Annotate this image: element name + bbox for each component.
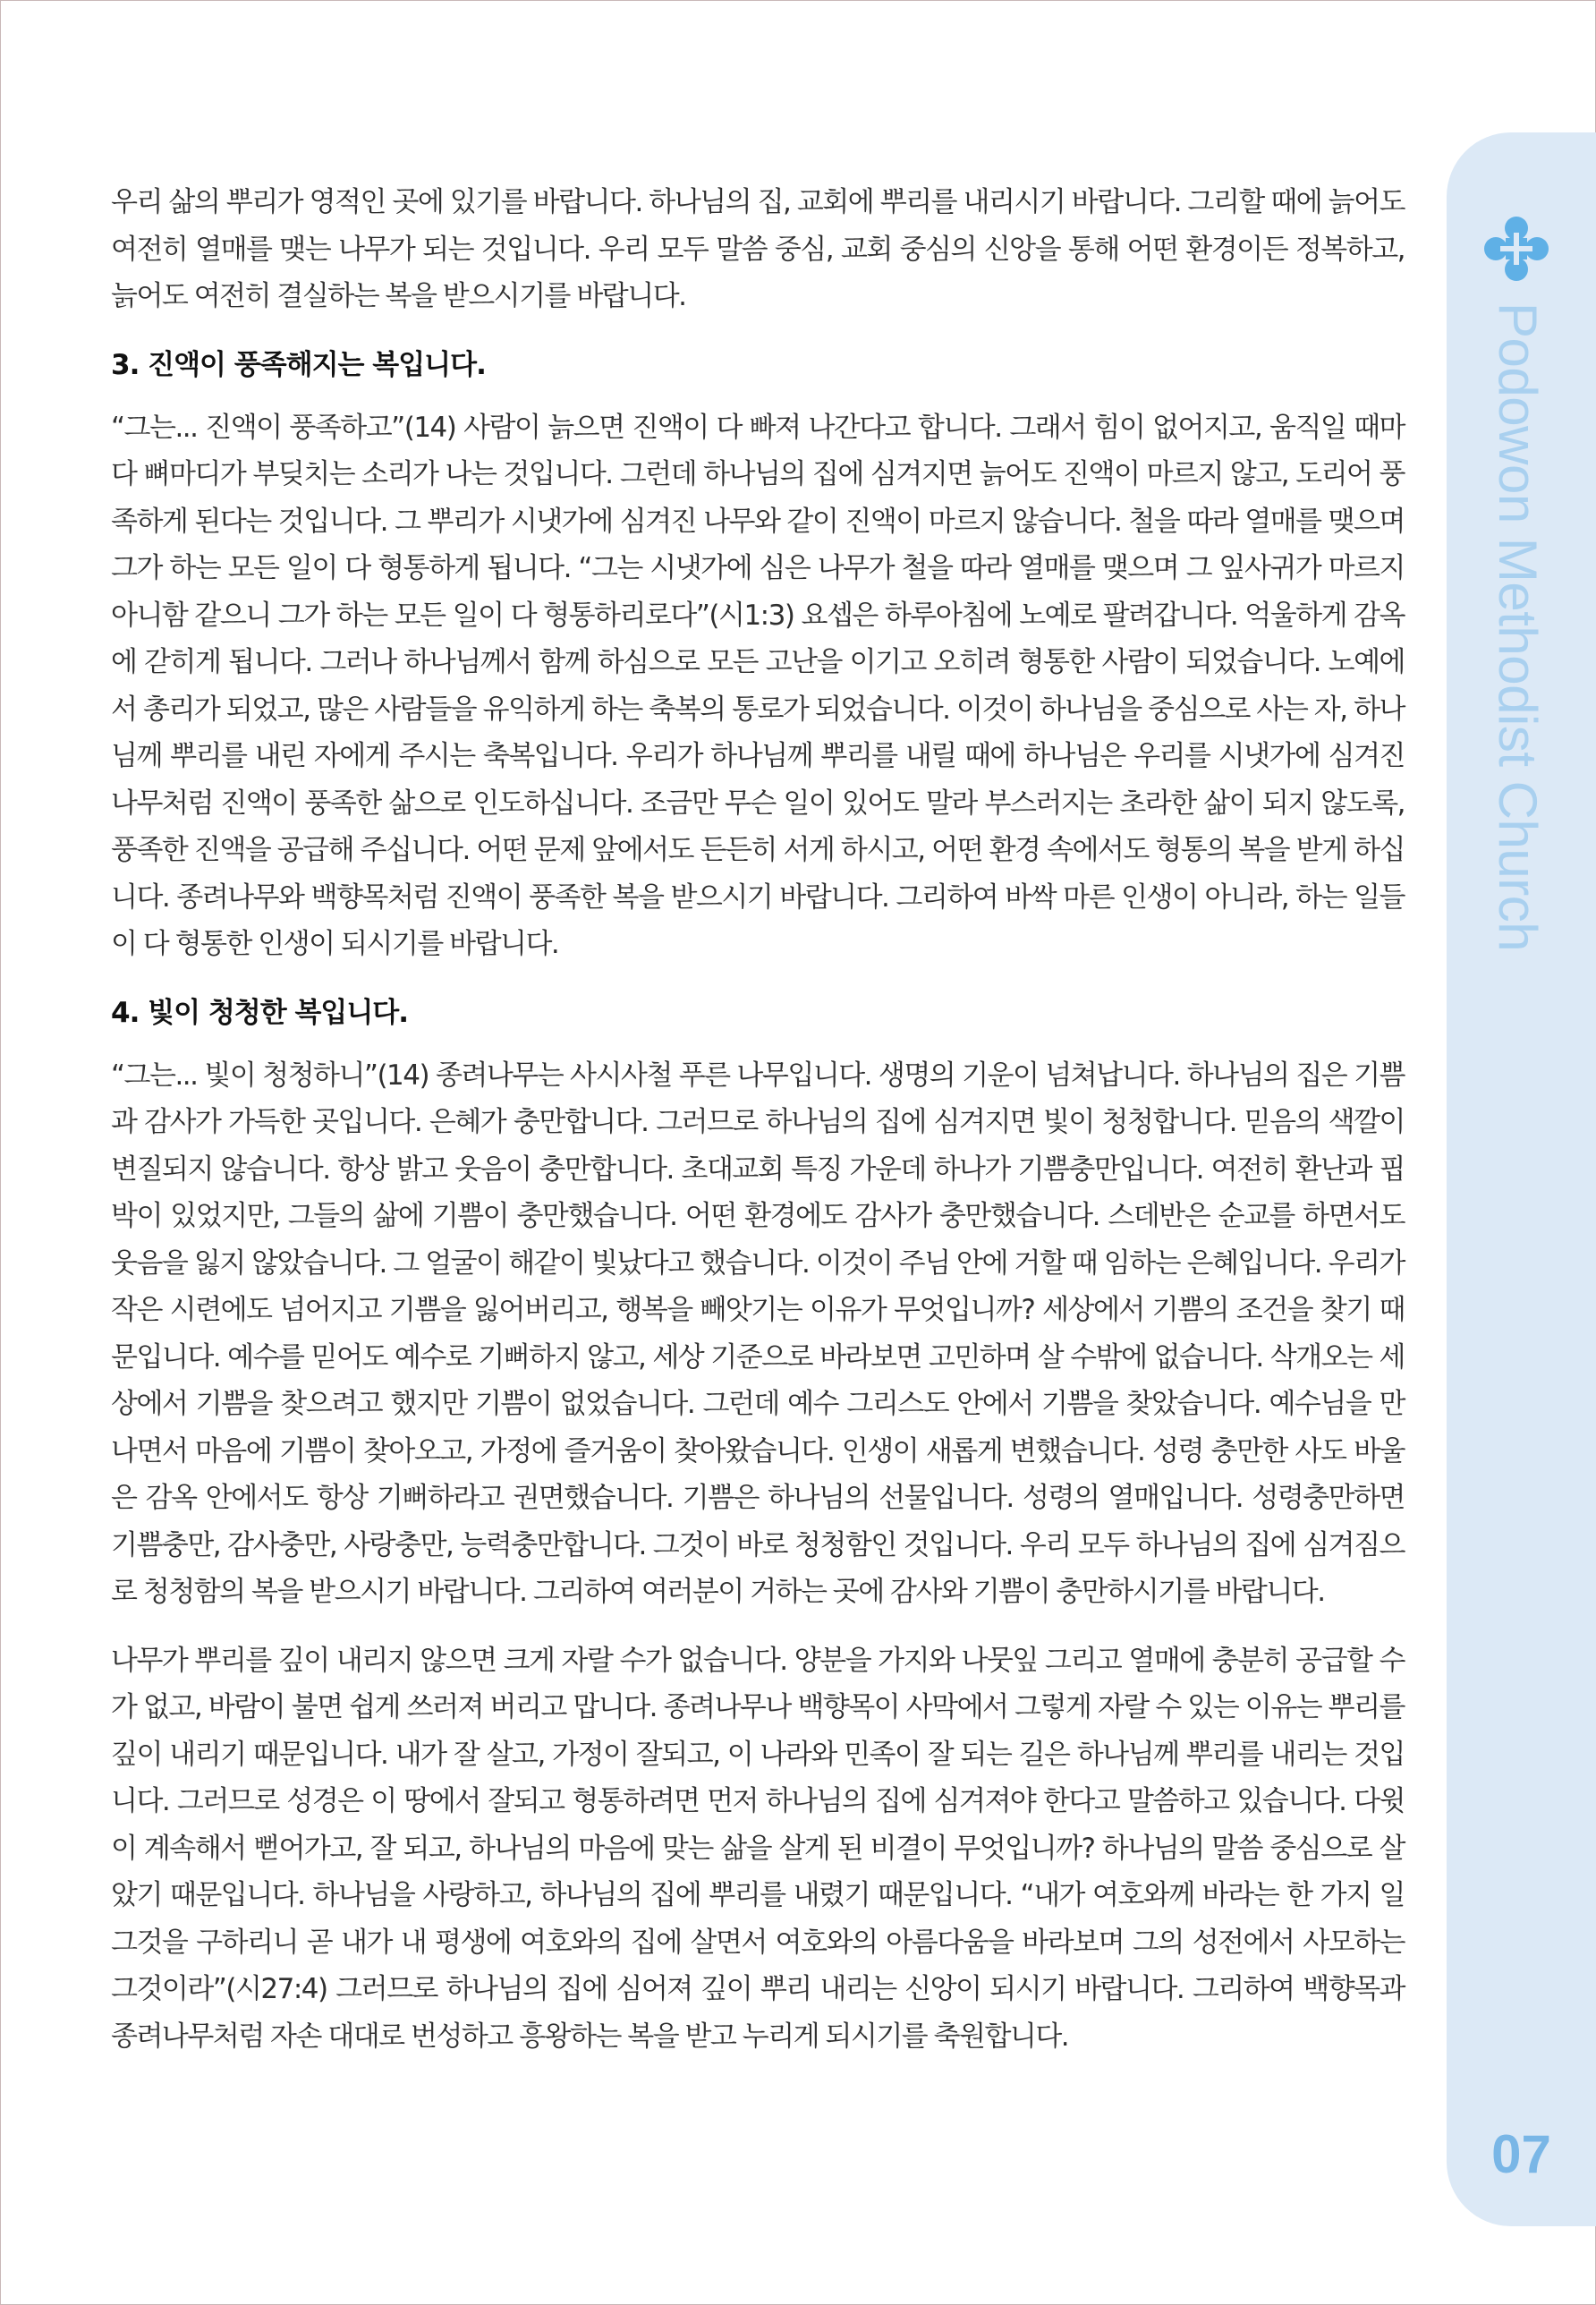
section-paragraph-4: “그는... 빛이 청청하니”(14) 종려나무는 사시사철 푸른 나무입니다. 생명의 기운이 넘쳐납니다. 하나님의 집은 기쁨과 감사가 가득한 곳입니다. 은혜가 충만합니다. 그러므로 하나님의 집에 심겨지면 빛이 청청합니다. 믿음의 색깔이 변질되지 않습니다. 항상 밝고 웃음이 충만합니다. 초대교회 특징 가운데 하나가 기쁨충만입니다. 여전히 환난과 핍박이 있었지만, 그들의 삶에 기쁨이 충만했습니다. 어떤 환경에도 감사가 충만했습니다. 스데반은 순교를 하면서도 웃음을 잃지 않았습니다. 그 얼굴이 해같이 빛났다고 했습니다. 이것이 주님 안에 거할 때 임하는 은혜입니다. 우리가 작은 시련에도 넘어지고 기쁨을 잃어버리고, 행복을 빼앗기는 이유가 무엇입니까? 세상에서 기쁨의 조건을 찾기 때문입니다. 예수를 믿어도 예수로 기뻐하지 않고, 세상 기준으로 바라보면 고민하며 살 수밖에 없습니다. 삭개오는 세상에서 기쁨을 찾으려고 했지만 기쁨이 없었습니다. 그런데 예수 그리스도 안에서 기쁨을 찾았습니다. 예수님을 만나면서 마음에 기쁨이 찾아오고, 가정에 즐거움이 찾아왔습니다. 인생이 새롭게 변했습니다. 성령 충만한 사도 바울은 감옥 안에서도 항상 기뻐하라고 권면했습니다. 기쁨은 하나님의 선물입니다. 성령의 열매입니다. 성령충만하면 기쁨충만, 감사충만, 사랑충만, 능력충만합니다. 그것이 바로 청청함인 것입니다. 우리 모두 하나님의 집에 심겨짐으로 청청함의 복을 받으시기 바랍니다. 그리하여 여러분이 거하는 곳에 감사와 기쁨이 충만하시기를 바랍니다. bbox=[111, 1059, 1405, 1608]
side-tab bbox=[1447, 132, 1596, 2226]
page-number: 07 bbox=[1491, 2124, 1551, 2184]
closing-paragraph: 나무가 뿌리를 깊이 내리지 않으면 크게 자랄 수가 없습니다. 양분을 가지와 나뭇잎 그리고 열매에 충분히 공급할 수가 없고, 바람이 불면 쉽게 쓰러져 버리고 맙니다. 종려나무나 백향목이 사막에서 그렇게 자랄 수 있는 이유는 뿌리를 깊이 내리기 때문입니다. 내가 잘 살고, 가정이 잘되고, 이 나라와 민족이 잘 되는 길은 하나님께 뿌리를 내리는 것입니다. 그러므로 성경은 이 땅에서 잘되고 형통하려면 먼저 하나님의 집에 심겨져야 한다고 말씀하고 있습니다. 다윗이 계속해서 뻗어가고, 잘 되고, 하나님의 마음에 맞는 삶을 살게 된 비결이 무엇입니까? 하나님의 말씀 중심으로 살았기 때문입니다. 하나님을 사랑하고, 하나님의 집에 뿌리를 내렸기 때문입니다. “내가 여호와께 바라는 한 가지 일 그것을 구하리니 곧 내가 내 평생에 여호와의 집에 살면서 여호와의 아름다움을 바라보며 그의 성전에서 사모하는 그것이라”(시27:4) 그러므로 하나님의 집에 심어져 깊이 뿌리 내리는 신앙이 되시기 바랍니다. 그리하여 백향목과 종려나무처럼 자손 대대로 번성하고 흥왕하는 복을 받고 누리게 되시기를 축원합니다. bbox=[111, 1644, 1405, 2053]
quatrefoil-cross-icon bbox=[1481, 213, 1552, 285]
section-heading-4: 4. 빛이 청청한 복입니다. bbox=[111, 996, 409, 1029]
section-paragraph-3: “그는... 진액이 풍족하고”(14) 사람이 늙으면 진액이 다 빠져 나간다고 합니다. 그래서 힘이 없어지고, 움직일 때마다 뼈마디가 부딪치는 소리가 나는 것입니다. 그런데 하나님의 집에 심겨지면 늙어도 진액이 마르지 않고, 도리어 풍족하게 된다는 것입니다. 그 뿌리가 시냇가에 심겨진 나무와 같이 진액이 마르지 않습니다. 철을 따라 열매를 맺으며 그가 하는 모든 일이 다 형통하게 됩니다. “그는 시냇가에 심은 나무가 철을 따라 열매를 맺으며 그 잎사귀가 마르지 아니함 같으니 그가 하는 모든 일이 다 형통하리로다”(시1:3) 요셉은 하루아침에 노예로 팔려갑니다. 억울하게 감옥에 갇히게 됩니다. 그러나 하나님께서 함께 하심으로 모든 고난을 이기고 오히려 형통한 사람이 되었습니다. 노예에서 총리가 되었고, 많은 사람들을 유익하게 하는 축복의 통로가 되었습니다. 이것이 하나님을 중심으로 사는 자, 하나님께 뿌리를 내린 자에게 주시는 축복입니다. 우리가 하나님께 뿌리를 내릴 때에 하나님은 우리를 시냇가에 심겨진 나무처럼 진액이 풍족한 삶으로 인도하십니다. 조금만 무슨 일이 있어도 말라 부스러지는 초라한 삶이 되지 않도록, 풍족한 진액을 공급해 주십니다. 어떤 문제 앞에서도 든든히 서게 하시고, 어떤 환경 속에서도 형통의 복을 받게 하십니다. 종려나무와 백향목처럼 진액이 풍족한 복을 받으시기 바랍니다. 그리하여 바싹 마른 인생이 아니라, 하는 일들이 다 형통한 인생이 되시기를 바랍니다. bbox=[111, 411, 1405, 960]
church-name-vertical: Podowon Methodist Church bbox=[1488, 302, 1548, 952]
article-body bbox=[111, 179, 1405, 2081]
intro-paragraph: 우리 삶의 뿌리가 영적인 곳에 있기를 바랍니다. 하나님의 집, 교회에 뿌리를 내리시기 바랍니다. 그리할 때에 늙어도 여전히 열매를 맺는 나무가 되는 것입니다. 우리 모두 말씀 중심, 교회 중심의 신앙을 통해 어떤 환경이든 정복하고, 늙어도 여전히 결실하는 복을 받으시기를 바랍니다. bbox=[111, 186, 1405, 312]
section-heading-3: 3. 진액이 풍족해지는 복입니다. bbox=[111, 348, 486, 381]
